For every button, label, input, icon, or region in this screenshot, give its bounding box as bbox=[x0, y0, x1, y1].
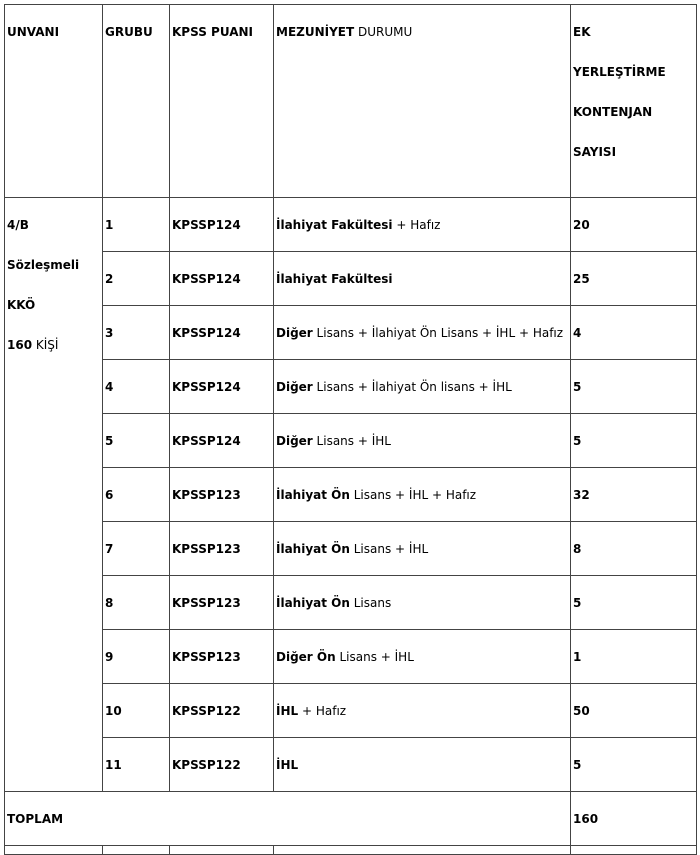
empty-cell bbox=[5, 846, 103, 855]
mezuniyet-rest: Lisans + İlahiyat Ön Lisans + İHL + Hafız bbox=[312, 325, 564, 340]
kpss-cell: KPSSP123 bbox=[170, 468, 274, 522]
total-value: 160 bbox=[571, 792, 697, 846]
unvan-line bbox=[7, 258, 100, 298]
mezuniyet-rest: Lisans + İlahiyat Ön lisans + İHL bbox=[312, 379, 512, 394]
unvan-line bbox=[7, 338, 100, 378]
mezuniyet-cell bbox=[274, 468, 571, 522]
mezuniyet-bold: İlahiyat Ön bbox=[276, 595, 350, 610]
total-label: TOPLAM bbox=[5, 792, 571, 846]
mezuniyet-bold: İlahiyat Fakültesi bbox=[276, 271, 393, 286]
mezuniyet-rest: Lisans + İHL bbox=[335, 649, 414, 664]
kpss-cell: KPSSP124 bbox=[170, 306, 274, 360]
sayi-cell: 25 bbox=[571, 252, 697, 306]
mezuniyet-bold: Diğer bbox=[276, 379, 313, 394]
table-row bbox=[5, 468, 697, 522]
table-row bbox=[5, 306, 697, 360]
grup-cell: 11 bbox=[103, 738, 170, 792]
table-row bbox=[5, 360, 697, 414]
grup-cell: 10 bbox=[103, 684, 170, 738]
sayi-cell: 20 bbox=[571, 198, 697, 252]
unvan-line-bold: 4/B bbox=[7, 218, 29, 232]
grup-cell: 4 bbox=[103, 360, 170, 414]
header-mezuniyet-durumu bbox=[274, 5, 571, 198]
kpss-cell: KPSSP123 bbox=[170, 576, 274, 630]
kpss-cell: KPSSP124 bbox=[170, 252, 274, 306]
mezuniyet-cell bbox=[274, 360, 571, 414]
sayi-cell: 1 bbox=[571, 630, 697, 684]
header-grubu: GRUBU bbox=[103, 5, 170, 198]
empty-cell bbox=[274, 846, 571, 855]
table-row bbox=[5, 738, 697, 792]
mezuniyet-bold: İHL bbox=[276, 757, 299, 772]
header-ek-line: SAYISI bbox=[573, 145, 617, 159]
sayi-cell: 5 bbox=[571, 738, 697, 792]
table-row bbox=[5, 198, 697, 252]
mezuniyet-rest: Lisans + İHL bbox=[349, 541, 429, 556]
header-mezuniyet-rest: DURUMU bbox=[354, 25, 413, 39]
empty-cell bbox=[103, 846, 170, 855]
sayi-cell: 50 bbox=[571, 684, 697, 738]
kpss-cell: KPSSP122 bbox=[170, 684, 274, 738]
mezuniyet-cell bbox=[274, 414, 571, 468]
kpss-cell: KPSSP123 bbox=[170, 522, 274, 576]
header-ek-line: YERLEŞTİRME bbox=[573, 65, 666, 79]
mezuniyet-cell bbox=[274, 198, 571, 252]
table-row-partial bbox=[5, 846, 697, 855]
header-row bbox=[5, 5, 697, 198]
mezuniyet-cell bbox=[274, 738, 571, 792]
empty-cell bbox=[571, 846, 697, 855]
unvan-line-bold: KKÖ bbox=[7, 298, 36, 312]
table-row bbox=[5, 630, 697, 684]
sayi-cell: 8 bbox=[571, 522, 697, 576]
unvan-line-rest: KİŞİ bbox=[32, 338, 59, 352]
table-row bbox=[5, 522, 697, 576]
mezuniyet-bold: İlahiyat Fakültesi bbox=[276, 217, 393, 232]
table-row bbox=[5, 684, 697, 738]
mezuniyet-bold: Diğer bbox=[276, 325, 313, 340]
mezuniyet-cell bbox=[274, 522, 571, 576]
header-kpss-puani: KPSS PUANI bbox=[170, 5, 274, 198]
kpss-cell: KPSSP123 bbox=[170, 630, 274, 684]
mezuniyet-bold: İlahiyat Ön bbox=[276, 487, 350, 502]
table-row bbox=[5, 576, 697, 630]
grup-cell: 6 bbox=[103, 468, 170, 522]
grup-cell: 9 bbox=[103, 630, 170, 684]
mezuniyet-bold: İHL bbox=[276, 703, 299, 718]
unvan-cell bbox=[5, 198, 103, 792]
mezuniyet-bold: İlahiyat Ön bbox=[276, 541, 350, 556]
sayi-cell: 32 bbox=[571, 468, 697, 522]
header-ek-yerlestirme bbox=[571, 5, 697, 198]
grup-cell: 5 bbox=[103, 414, 170, 468]
mezuniyet-rest: Lisans + İHL + Hafız bbox=[349, 487, 477, 502]
kpss-cell: KPSSP124 bbox=[170, 198, 274, 252]
sayi-cell: 5 bbox=[571, 360, 697, 414]
mezuniyet-cell bbox=[274, 306, 571, 360]
grup-cell: 8 bbox=[103, 576, 170, 630]
mezuniyet-rest: Lisans bbox=[349, 595, 392, 610]
mezuniyet-bold: Diğer Ön bbox=[276, 649, 336, 664]
sayi-cell: 5 bbox=[571, 414, 697, 468]
mezuniyet-cell bbox=[274, 684, 571, 738]
unvan-line bbox=[7, 218, 100, 258]
mezuniyet-cell bbox=[274, 252, 571, 306]
grup-cell: 3 bbox=[103, 306, 170, 360]
header-mezuniyet-bold: MEZUNİYET bbox=[276, 25, 355, 39]
sayi-cell: 5 bbox=[571, 576, 697, 630]
mezuniyet-rest: + Hafız bbox=[298, 703, 347, 718]
table-row bbox=[5, 252, 697, 306]
mezuniyet-cell bbox=[274, 576, 571, 630]
grup-cell: 1 bbox=[103, 198, 170, 252]
header-ek-line: KONTENJAN bbox=[573, 105, 653, 119]
header-ek-line: EK bbox=[573, 25, 591, 39]
table-row bbox=[5, 414, 697, 468]
empty-cell bbox=[170, 846, 274, 855]
kpss-cell: KPSSP124 bbox=[170, 414, 274, 468]
sayi-cell: 4 bbox=[571, 306, 697, 360]
header-unvani: UNVANI bbox=[5, 5, 103, 198]
mezuniyet-rest: + Hafız bbox=[392, 217, 441, 232]
grup-cell: 2 bbox=[103, 252, 170, 306]
kpss-cell: KPSSP122 bbox=[170, 738, 274, 792]
mezuniyet-rest: Lisans + İHL bbox=[312, 433, 391, 448]
unvan-line-bold: Sözleşmeli bbox=[7, 258, 80, 272]
total-row bbox=[5, 792, 697, 846]
grup-cell: 7 bbox=[103, 522, 170, 576]
mezuniyet-bold: Diğer bbox=[276, 433, 313, 448]
kpss-cell: KPSSP124 bbox=[170, 360, 274, 414]
unvan-line-bold: 160 bbox=[7, 338, 33, 352]
unvan-line bbox=[7, 298, 100, 338]
quota-table bbox=[4, 4, 697, 855]
mezuniyet-cell bbox=[274, 630, 571, 684]
